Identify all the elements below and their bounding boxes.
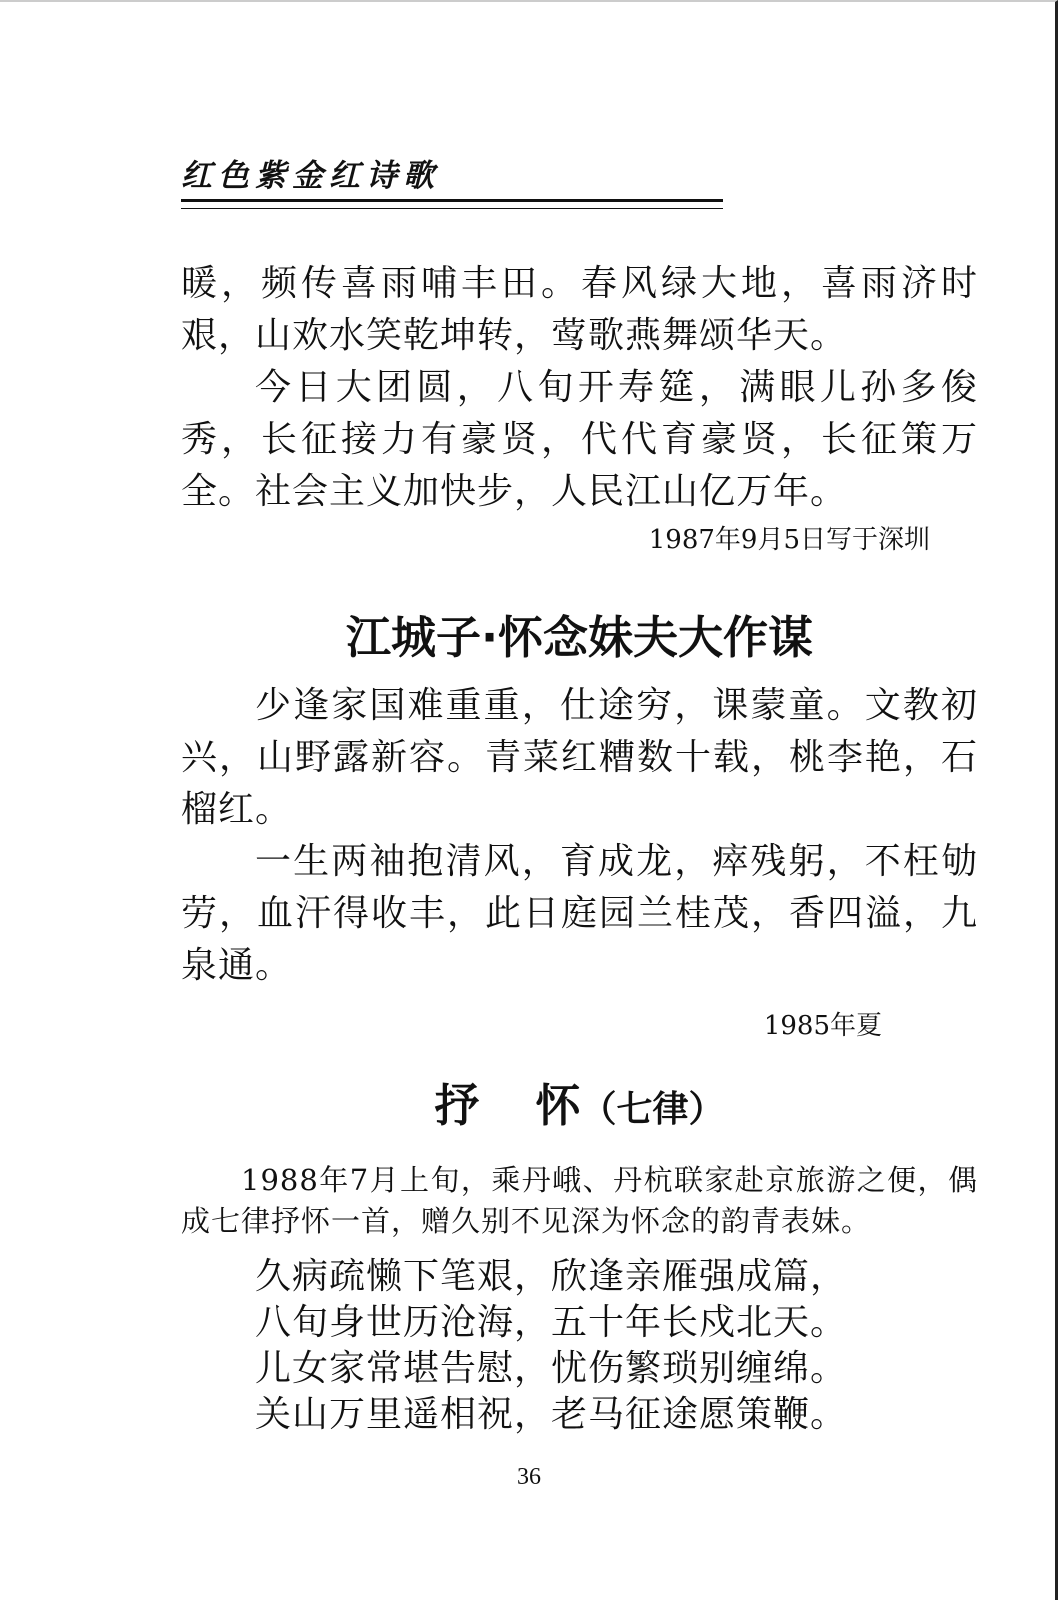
running-header: 红色紫金红诗歌 bbox=[181, 158, 440, 194]
poem3-preface: 1988年7月上旬，乘丹峨、丹杭联家赴京旅游之便，偶成七律抒怀一首，赠久别不见深为怀念的韵青表妹。 bbox=[181, 1163, 978, 1238]
continued-paragraph-2: 今日大团圆，八旬开寿筵，满眼儿孙多俊秀，长征接力有豪贤，代代育豪贤，长征策万全。社会主义加快步，人民江山亿万年。 bbox=[181, 367, 978, 512]
poem3-verse-line-2: 八旬身世历沧海，五十年长戍北天。 bbox=[255, 1302, 848, 1343]
header-rule bbox=[181, 199, 723, 202]
poem2-dateline: 1985年夏 bbox=[763, 1011, 882, 1041]
poem2-paragraph-2: 一生两袖抱清风，育成龙，瘁残躬，不枉劬劳，血汗得收丰，此日庭园兰桂茂，香四溢，九泉通。 bbox=[181, 841, 978, 986]
header-rule-thin bbox=[181, 208, 723, 209]
poem3-title-char-1: 抒 bbox=[434, 1079, 480, 1132]
continued-paragraph-1: 暖，频传喜雨哺丰田。春风绿大地，喜雨济时艰，山欢水笑乾坤转，莺歌燕舞颂华天。 bbox=[181, 263, 978, 356]
poem3-title-subtitle: （七律） bbox=[580, 1089, 725, 1130]
poem3-title-char-2: 怀 bbox=[535, 1079, 581, 1132]
poem3-verse-line-1: 久病疏懒下笔艰，欣逢亲雁强成篇， bbox=[255, 1256, 848, 1297]
continued-dateline: 1987年9月5日写于深圳 bbox=[648, 525, 930, 555]
poem2-paragraph-1: 少逢家国难重重，仕途穷，课蒙童。文教初兴，山野露新容。青菜红糟数十载，桃李艳，石榴红。 bbox=[181, 685, 978, 830]
poem-title-shuhuai bbox=[181, 1076, 978, 1140]
page-content bbox=[181, 258, 978, 1438]
page-number: 36 bbox=[517, 1464, 541, 1490]
poem-title-jiangchengzi: 江城子·怀念妹夫大作谋 bbox=[345, 611, 814, 664]
poem3-verse-line-3: 儿女家常堪告慰，忧伤繁琐别缠绵。 bbox=[255, 1348, 848, 1389]
poem3-verse-line-4: 关山万里遥相祝，老马征途愿策鞭。 bbox=[255, 1394, 848, 1435]
